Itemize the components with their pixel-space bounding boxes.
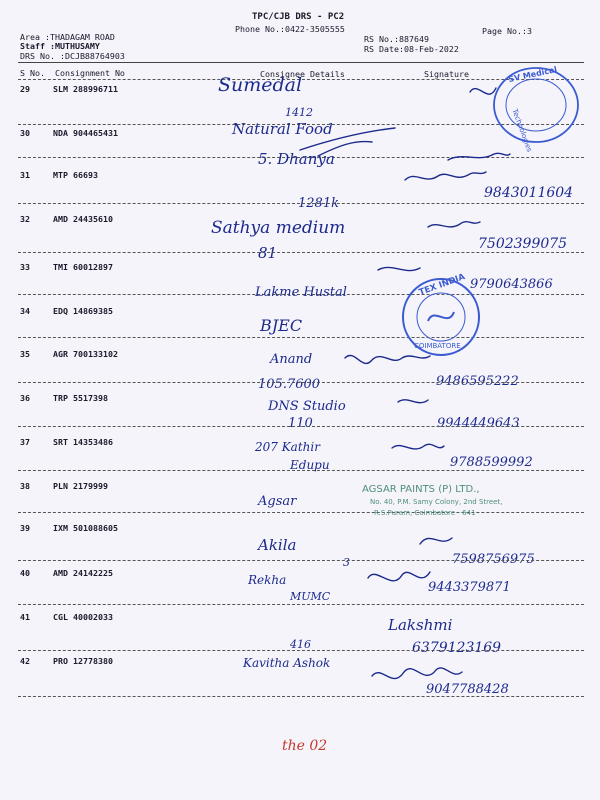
signature-row-30b: [448, 153, 510, 160]
sheet-title: TPC/CJB DRS - PC2: [252, 12, 345, 22]
consignment-number: MTP 66693: [53, 170, 98, 180]
consignment-number: EDQ 14869385: [53, 306, 113, 316]
consignee-phone: 9944449643: [437, 416, 520, 431]
consignee-name: Natural Food: [232, 120, 333, 138]
phone-number: Phone No.:0422-3505555: [235, 24, 345, 34]
consignment-number: AMD 24435610: [53, 214, 113, 224]
consignee-name: 207 Kathir: [255, 440, 320, 454]
consignee-note: 1281k: [298, 196, 339, 211]
tex-india-stamp: [400, 272, 482, 358]
consignee-name: Sumedal: [218, 74, 303, 96]
consignment-number: TRP 5517398: [53, 393, 108, 403]
consignee-phone: 9047788428: [426, 682, 509, 697]
consignee-phone: 9788599992: [450, 455, 533, 470]
consignment-number: AMD 24142225: [53, 568, 113, 578]
consignee-phone: 7502399075: [478, 236, 568, 252]
consignee-note: BJEC: [260, 316, 303, 335]
consignee-phone: 9443379871: [428, 580, 511, 595]
stamp-line: TEX INDIA: [417, 272, 467, 298]
consignee-note: 110: [288, 416, 313, 431]
consignment-number: SLM 288996711: [53, 84, 118, 94]
consignee-note: 3: [343, 556, 350, 569]
consignee-phone: 9486595222: [436, 374, 519, 389]
stamp-line: SV Medical: [507, 64, 558, 85]
rs-date: RS Date:08-Feb-2022: [364, 44, 459, 54]
consignment-number: CGL 40002033: [53, 612, 113, 622]
area-label: Area :THADAGAM ROAD: [20, 32, 115, 42]
row-number: 32: [20, 214, 30, 224]
signature-row-37: [392, 444, 444, 449]
consignment-number: PLN 2179999: [53, 481, 108, 491]
consignee-note: 81: [258, 244, 278, 262]
consignee-name: Sathya medium: [211, 218, 346, 238]
rs-number: RS No.:887649: [364, 34, 429, 44]
consignee-phone: 7598756975: [452, 552, 535, 567]
drs-number: DRS No. :DCJB88764903: [20, 51, 125, 61]
row-number: 38: [20, 481, 30, 491]
consignment-number: TMI 60012897: [53, 262, 113, 272]
col-sno: S No.: [20, 68, 45, 78]
consignee-phone: 9790643866: [470, 277, 553, 292]
stamp-line: COIMBATORE: [414, 342, 461, 350]
row-number: 40: [20, 568, 30, 578]
consignee-name: Agsar: [258, 494, 297, 509]
consignment-number: SRT 14353486: [53, 437, 113, 447]
stamp-line: R.S.Puram, Coimbatore - 641: [374, 509, 476, 517]
consignee-name: Kavitha Ashok: [243, 656, 331, 670]
signature-row-42: [372, 668, 462, 679]
consignee-name: Rekha: [248, 573, 287, 587]
signature-row-31: [405, 172, 486, 180]
row-number: 33: [20, 262, 30, 272]
consignee-note: 1412: [285, 106, 313, 119]
consignee-note: MUMC: [290, 590, 331, 603]
row-number: 36: [20, 393, 30, 403]
consignee-phone: 9843011604: [484, 185, 574, 201]
row-number: 35: [20, 349, 30, 359]
consignee-name: 5. Dhanya: [258, 150, 335, 168]
stamp-line: No. 40, P.M. Samy Colony, 2nd Street,: [370, 498, 503, 506]
page-number: Page No.:3: [482, 26, 532, 36]
sv-medical-stamp: [490, 64, 582, 153]
consignee-name: Lakshmi: [388, 616, 453, 634]
row-number: 34: [20, 306, 30, 316]
consignment-number: IXM 501088605: [53, 523, 118, 533]
footer-note: the 02: [282, 738, 328, 754]
consignee-name: Anand: [270, 352, 313, 367]
consignee-phone: 6379123169: [412, 640, 502, 656]
signature-row-33: [378, 267, 420, 270]
consignee-note: Edupu: [290, 458, 330, 472]
row-number: 30: [20, 128, 30, 138]
consignment-number: PRO 12778380: [53, 656, 113, 666]
staff-label: Staff :MUTHUSAMY: [20, 41, 100, 51]
signature-row-40: [368, 572, 430, 581]
signature-row-32: [428, 222, 480, 227]
consignee-note: 416: [290, 638, 311, 651]
row-number: 41: [20, 612, 30, 622]
col-consignee-details: Consignee Details: [260, 69, 345, 79]
consignment-number: NDA 904465431: [53, 128, 118, 138]
col-signature: Signature: [424, 69, 469, 79]
row-number: 29: [20, 84, 30, 94]
signature-row-36: [398, 400, 428, 403]
col-consignment: Consignment No: [55, 68, 125, 78]
signature-row-39: [420, 538, 452, 544]
consignee-name: Akila: [258, 536, 297, 554]
consignee-name: Lakme Hustal: [255, 285, 347, 300]
consignment-number: AGR 700133102: [53, 349, 118, 359]
row-number: 37: [20, 437, 30, 447]
stamp-line: AGSAR PAINTS (P) LTD.,: [362, 484, 480, 495]
consignee-name: DNS Studio: [268, 399, 346, 414]
signature-row-30: [300, 128, 395, 156]
row-number: 39: [20, 523, 30, 533]
consignee-note: 105.7600: [258, 377, 321, 392]
row-number: 31: [20, 170, 30, 180]
stamp-line: Technologies: [510, 108, 534, 153]
row-number: 42: [20, 656, 30, 666]
